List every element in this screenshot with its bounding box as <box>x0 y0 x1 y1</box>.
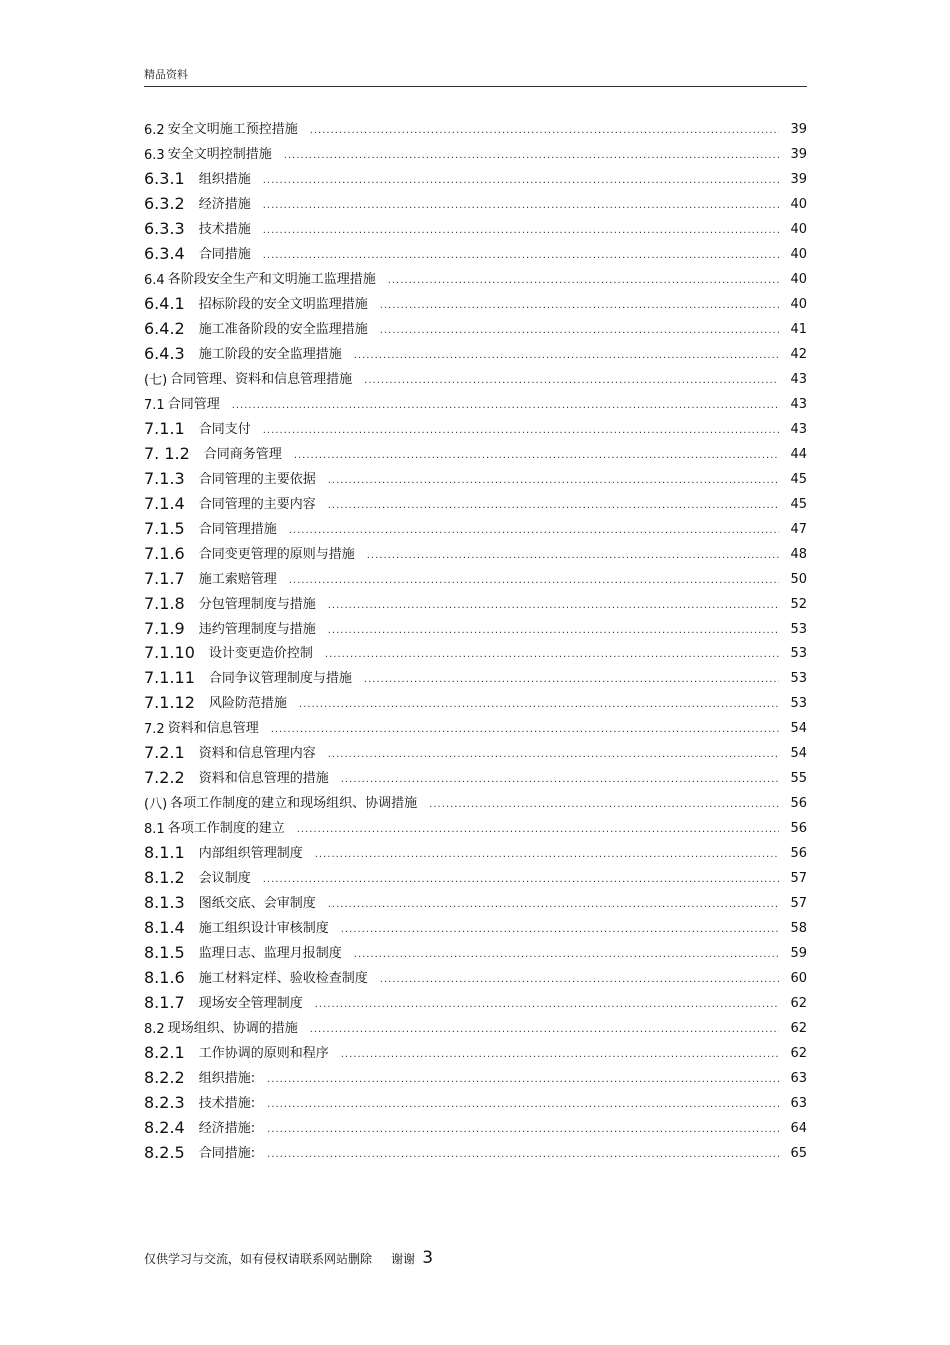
toc-entry-page: 39 <box>790 171 807 187</box>
toc-entry[interactable] <box>144 942 807 962</box>
toc-entry-title: 施工组织设计审核制度 <box>198 921 329 937</box>
toc-dot-leader <box>315 1000 779 1012</box>
toc-entry-title: 合同管理的主要依据 <box>198 471 316 487</box>
toc-entry-page: 40 <box>790 246 807 262</box>
toc-entry-title: 合同措施 <box>198 246 251 262</box>
toc-entry-title: 合同商务管理 <box>203 446 282 462</box>
toc-dot-leader <box>299 700 779 712</box>
toc-entry-page: 63 <box>790 1071 807 1087</box>
toc-entry-title: 资料和信息管理的措施 <box>198 771 329 787</box>
toc-dot-leader <box>232 401 779 413</box>
toc-entry-page: 43 <box>790 371 807 387</box>
toc-dot-leader <box>267 1100 779 1112</box>
toc-entry[interactable] <box>144 792 807 812</box>
toc-entry-number: 7.1.8 <box>144 593 185 613</box>
toc-entry[interactable] <box>144 1042 807 1062</box>
toc-entry-page: 65 <box>790 1146 807 1161</box>
toc-entry-title: 施工准备阶段的安全监理措施 <box>198 321 368 337</box>
toc-entry-number: 7.1.5 <box>144 518 185 538</box>
toc-entry-title: 会议制度 <box>198 871 251 887</box>
toc-entry-page: 56 <box>790 821 807 837</box>
toc-dot-leader <box>310 1025 779 1037</box>
toc-entry-title: 技术措施 <box>198 221 251 237</box>
toc-entry-number: 8.2.4 <box>144 1118 185 1138</box>
toc-entry-page: 53 <box>790 696 807 712</box>
toc-entry-number: 7.1 <box>144 397 165 413</box>
toc-entry-number: 6.3.1 <box>144 168 185 188</box>
toc-entry-number: 8.1.7 <box>144 993 185 1013</box>
toc-entry-number: 7.1.3 <box>144 468 185 488</box>
toc-entry[interactable] <box>144 992 807 1012</box>
toc-entry[interactable] <box>144 1142 807 1162</box>
toc-entry[interactable] <box>144 493 807 513</box>
toc-entry-number: 8.1 <box>144 822 165 838</box>
toc-entry[interactable] <box>144 742 807 762</box>
toc-entry-number: 7.1.1 <box>144 418 185 438</box>
toc-entry-number: 8.2 <box>144 1022 165 1038</box>
toc-entry-page: 57 <box>790 871 807 887</box>
toc-dot-leader <box>354 351 779 363</box>
toc-entry-number: 8.2.1 <box>144 1043 185 1063</box>
toc-entry-page: 41 <box>790 321 807 337</box>
toc-dot-leader <box>310 126 779 138</box>
toc-entry-title: 经济措施: <box>198 1121 256 1137</box>
toc-entry-title: 组织措施: <box>198 1071 256 1087</box>
toc-entry-number: 7.1.9 <box>144 618 185 638</box>
toc-entry-number: 6.4.1 <box>144 293 185 313</box>
toc-dot-leader <box>267 1150 779 1162</box>
toc-entry-page: 52 <box>790 596 807 612</box>
toc-entry-number: 6.3.3 <box>144 218 185 238</box>
toc-entry[interactable] <box>144 118 807 138</box>
toc-entry-title: 分包管理制度与措施 <box>198 596 316 612</box>
toc-dot-leader <box>325 650 779 662</box>
toc-entry[interactable] <box>144 618 807 638</box>
toc-entry-title: 合同支付 <box>198 421 251 437</box>
toc-entry-number: 7.1.6 <box>144 543 185 563</box>
toc-entry-title: 设计变更造价控制 <box>208 646 313 662</box>
toc-dot-leader <box>267 1075 779 1087</box>
toc-entry-page: 54 <box>790 746 807 762</box>
toc-dot-leader <box>263 176 779 188</box>
toc-entry-number: 8.1.6 <box>144 968 185 988</box>
toc-dot-leader <box>341 1050 779 1062</box>
toc-dot-leader <box>297 825 779 837</box>
toc-entry-title: 施工材料定样、验收检查制度 <box>198 971 368 987</box>
toc-entry-title: 招标阶段的安全文明监理措施 <box>198 296 368 312</box>
toc-entry-title: 图纸交底、会审制度 <box>198 896 316 912</box>
toc-entry[interactable] <box>144 1092 807 1112</box>
toc-entry[interactable] <box>144 218 807 238</box>
toc-entry-title: 各阶段安全生产和文明施工监理措施 <box>167 271 376 287</box>
footer-thanks: 谢谢 <box>391 1252 416 1266</box>
toc-dot-leader <box>267 1125 779 1137</box>
toc-entry-number: 6.3.4 <box>144 243 185 263</box>
toc-dot-leader <box>289 576 779 588</box>
toc-dot-leader <box>380 326 779 338</box>
toc-entry-number: 6.4.3 <box>144 343 185 363</box>
toc-entry-page: 56 <box>790 796 807 812</box>
toc-entry-page: 53 <box>790 646 807 662</box>
toc-dot-leader <box>271 725 779 737</box>
toc-entry-number: 6.4.2 <box>144 318 185 338</box>
toc-entry-title: 施工阶段的安全监理措施 <box>198 346 342 362</box>
toc-dot-leader <box>328 750 779 762</box>
toc-entry-page: 53 <box>790 671 807 687</box>
toc-entry-page: 64 <box>790 1121 807 1137</box>
toc-dot-leader <box>289 526 779 538</box>
toc-entry-title: 经济措施 <box>198 196 251 212</box>
toc-entry[interactable] <box>144 917 807 937</box>
toc-entry[interactable] <box>144 518 807 538</box>
toc-entry[interactable] <box>144 393 807 413</box>
toc-entry-page: 45 <box>790 471 807 487</box>
toc-entry-title: 技术措施: <box>198 1096 256 1112</box>
toc-dot-leader <box>328 900 779 912</box>
footer-disclaimer: 仅供学习与交流，如有侵权请联系网站删除 <box>144 1252 373 1266</box>
toc-entry[interactable] <box>144 817 807 837</box>
toc-entry[interactable] <box>144 892 807 912</box>
toc-entry-page: 39 <box>790 122 807 137</box>
toc-entry-title: 合同变更管理的原则与措施 <box>198 546 355 562</box>
toc-entry-page: 50 <box>790 571 807 587</box>
toc-entry-title: 合同管理、资料和信息管理措施 <box>170 371 353 387</box>
toc-dot-leader <box>263 201 779 213</box>
toc-entry-number: 8.1.3 <box>144 893 185 913</box>
toc-dot-leader <box>388 276 779 288</box>
toc-entry[interactable] <box>144 967 807 987</box>
toc-entry-number: (七) <box>144 372 168 388</box>
toc-entry-number: 7.2.2 <box>144 768 185 788</box>
toc-entry[interactable] <box>144 193 807 213</box>
toc-entry[interactable] <box>144 443 807 463</box>
toc-entry[interactable] <box>144 642 807 662</box>
toc-entry-title: 施工索赔管理 <box>198 571 277 587</box>
toc-dot-leader <box>364 376 779 388</box>
toc-entry[interactable] <box>144 1117 807 1137</box>
toc-dot-leader <box>263 226 779 238</box>
toc-entry[interactable] <box>144 692 807 712</box>
toc-entry[interactable] <box>144 468 807 488</box>
toc-entry-title: 合同管理的主要内容 <box>198 496 316 512</box>
toc-entry-page: 48 <box>790 546 807 562</box>
toc-entry-title: 组织措施 <box>198 171 251 187</box>
toc-entry-number: 7.1.10 <box>144 643 195 663</box>
toc-dot-leader <box>429 800 779 812</box>
toc-entry-page: 58 <box>790 921 807 937</box>
toc-entry-number: 7. 1.2 <box>144 443 190 463</box>
toc-entry-page: 40 <box>790 221 807 237</box>
toc-entry[interactable] <box>144 543 807 563</box>
toc-entry[interactable] <box>144 418 807 438</box>
toc-entry-page: 40 <box>790 196 807 212</box>
toc-entry-number: 6.3 <box>144 147 165 163</box>
toc-entry-page: 62 <box>790 1046 807 1062</box>
toc-entry-number: 8.1.2 <box>144 868 185 888</box>
toc-entry-page: 45 <box>790 496 807 512</box>
toc-entry[interactable] <box>144 343 807 363</box>
toc-entry-title: 合同措施: <box>198 1146 256 1161</box>
toc-entry[interactable] <box>144 767 807 787</box>
toc-entry-number: 7.2.1 <box>144 743 185 763</box>
toc-dot-leader <box>364 675 779 687</box>
toc-entry-title: 合同管理措施 <box>198 521 277 537</box>
toc-dot-leader <box>341 775 779 787</box>
toc-entry[interactable] <box>144 293 807 313</box>
toc-entry-title: 资料和信息管理 <box>167 721 259 737</box>
toc-entry-number: 8.2.2 <box>144 1068 185 1088</box>
toc-dot-leader <box>367 551 779 563</box>
toc-entry[interactable] <box>144 318 807 338</box>
toc-entry[interactable] <box>144 667 807 687</box>
toc-dot-leader <box>328 476 779 488</box>
toc-entry-title: 现场组织、协调的措施 <box>167 1021 298 1037</box>
toc-entry-page: 42 <box>790 346 807 362</box>
toc-dot-leader <box>284 151 779 163</box>
toc-entry-page: 54 <box>790 721 807 737</box>
toc-entry-number: 8.1.5 <box>144 943 185 963</box>
toc-entry-page: 59 <box>790 946 807 962</box>
toc-entry-page: 55 <box>790 771 807 787</box>
toc-dot-leader <box>380 975 779 987</box>
toc-dot-leader <box>341 925 779 937</box>
toc-entry-page: 40 <box>790 271 807 287</box>
toc-entry-page: 40 <box>790 296 807 312</box>
toc-entry-page: 44 <box>790 446 807 462</box>
toc-dot-leader <box>354 950 779 962</box>
toc-dot-leader <box>263 875 779 887</box>
toc-entry[interactable] <box>144 168 807 188</box>
toc-dot-leader <box>315 850 779 862</box>
toc-entry-title: 合同管理 <box>167 396 220 412</box>
toc-entry-page: 56 <box>790 846 807 862</box>
toc-entry-title: 安全文明施工预控措施 <box>167 122 298 137</box>
toc-entry-number: 6.2 <box>144 123 165 138</box>
toc-entry-number: 7.2 <box>144 722 165 738</box>
toc-entry[interactable] <box>144 717 807 737</box>
toc-entry-title: 工作协调的原则和程序 <box>198 1046 329 1062</box>
toc-entry-number: 7.1.4 <box>144 493 185 513</box>
footer-page-number: 3 <box>422 1248 434 1268</box>
toc-entry-title: 监理日志、监理月报制度 <box>198 946 342 962</box>
toc-dot-leader <box>328 501 779 513</box>
toc-entry-page: 53 <box>790 621 807 637</box>
toc-entry[interactable] <box>144 568 807 588</box>
toc-entry-number: (八) <box>144 797 168 813</box>
toc-entry-title: 违约管理制度与措施 <box>198 621 316 637</box>
toc-entry[interactable] <box>144 593 807 613</box>
toc-entry[interactable] <box>144 268 807 288</box>
header-divider <box>144 86 807 87</box>
toc-entry-title: 合同争议管理制度与措施 <box>208 671 352 687</box>
toc-entry-page: 62 <box>790 996 807 1012</box>
toc-dot-leader <box>263 426 779 438</box>
toc-dot-leader <box>380 301 779 313</box>
toc-entry[interactable] <box>144 143 807 163</box>
toc-entry[interactable] <box>144 842 807 862</box>
toc-entry-title: 安全文明控制措施 <box>167 146 272 162</box>
toc-entry-title: 各项工作制度的建立 <box>167 821 285 837</box>
toc-entry-title: 各项工作制度的建立和现场组织、协调措施 <box>170 796 418 812</box>
toc-entry-title: 现场安全管理制度 <box>198 996 303 1012</box>
toc-entry-number: 8.1.4 <box>144 918 185 938</box>
toc-entry-number: 7.1.7 <box>144 568 185 588</box>
toc-dot-leader <box>328 626 779 638</box>
toc-dot-leader <box>294 451 779 463</box>
toc-entry-number: 6.4 <box>144 272 165 288</box>
toc-entry[interactable] <box>144 867 807 887</box>
toc-entry-page: 43 <box>790 396 807 412</box>
page-header-label: 精品资料 <box>144 68 188 81</box>
toc-entry-title: 风险防范措施 <box>208 696 287 712</box>
toc-entry-page: 62 <box>790 1021 807 1037</box>
toc-entry[interactable] <box>144 368 807 388</box>
toc-entry-page: 60 <box>790 971 807 987</box>
toc-entry-number: 6.3.2 <box>144 193 185 213</box>
toc-entry-number: 8.2.5 <box>144 1143 185 1162</box>
toc-entry-title: 资料和信息管理内容 <box>198 746 316 762</box>
toc-entry-number: 7.1.12 <box>144 693 195 713</box>
toc-dot-leader <box>328 601 779 613</box>
toc-entry-title: 内部组织管理制度 <box>198 846 303 862</box>
toc-entry-number: 8.1.1 <box>144 843 185 863</box>
toc-entry[interactable] <box>144 243 807 263</box>
toc-entry-page: 63 <box>790 1096 807 1112</box>
page-footer <box>144 1248 433 1268</box>
toc-entry-number: 7.1.11 <box>144 668 195 688</box>
toc-entry-page: 47 <box>790 521 807 537</box>
toc-entry-number: 8.2.3 <box>144 1093 185 1113</box>
toc-dot-leader <box>263 251 779 263</box>
toc-entry-page: 43 <box>790 421 807 437</box>
toc-entry-page: 57 <box>790 896 807 912</box>
toc-entry[interactable] <box>144 1017 807 1037</box>
toc-entry[interactable] <box>144 1067 807 1087</box>
toc-entry-page: 39 <box>790 146 807 162</box>
